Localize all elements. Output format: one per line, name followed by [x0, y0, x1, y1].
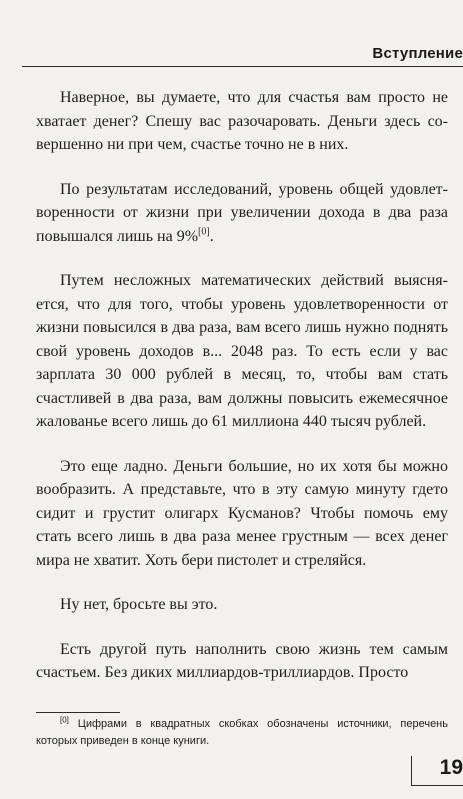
footnote-mark: [0] — [60, 715, 69, 725]
paragraph-6-text: Есть другой путь наполнить свою жизнь тем самым счастьем. Без диких миллиардов-триллиардов. Просто — [36, 640, 448, 681]
running-header-title: Вступление — [372, 45, 463, 62]
paragraph-6 — [36, 638, 448, 685]
footnote — [36, 716, 448, 750]
header-rule — [22, 66, 463, 67]
paragraph-4 — [36, 455, 448, 573]
footnote-rule — [36, 712, 120, 713]
paragraph-2-text-after: . — [209, 227, 214, 245]
footnote-reference: [0] — [198, 226, 210, 238]
paragraph-1 — [36, 86, 448, 157]
paragraph-5 — [36, 593, 448, 617]
paragraph-2-text: По результатам исследований, уровень общей удовлетворенности от жизни при увеличении дохода в два раза повышался лишь на 9% — [36, 180, 448, 245]
paragraph-2 — [36, 178, 448, 249]
page-number: 19 — [439, 756, 463, 779]
paragraph-3-text: Путем несложных математических действий выясняется, что для того, чтобы уровень удовлетворенности от жизни повысился в два раза, вам всего лишь нужно поднять свой уровень доходов в... 2048 раз. То есть если у вас зарплата 30 000 рублей в месяц, то, чтобы вам стать счастливей в два раза, вам должны повысить ежемесячное жалованье всего лишь до 61 миллиона 440 тысяч рублей. — [36, 272, 448, 430]
paragraph-4-text: Это еще ладно. Деньги большие, но их хотя бы можно вообразить. А представьте, что в эту самую минуту гдето сидит и грустит олигарх Кусманов? Чтобы помочь ему стать всего лишь в два раза менее грустным — всех денег мира не хватит. Хоть бери пистолет и стреляйся. — [36, 457, 448, 569]
footnote-text: Цифрами в квадратных скобках обозначены источники, перечень которых приведен в конце куниги. — [36, 718, 448, 747]
body-text — [36, 86, 448, 706]
paragraph-3 — [36, 269, 448, 434]
paragraph-5-text: Ну нет, бросьте вы это. — [60, 596, 218, 613]
paragraph-1-text: Наверное, вы думаете, что для счастья вам просто не хватает денег? Спешу вас разочаровать. Деньги здесь совершенно ни при чем, счастье точно не в них. — [36, 89, 448, 153]
